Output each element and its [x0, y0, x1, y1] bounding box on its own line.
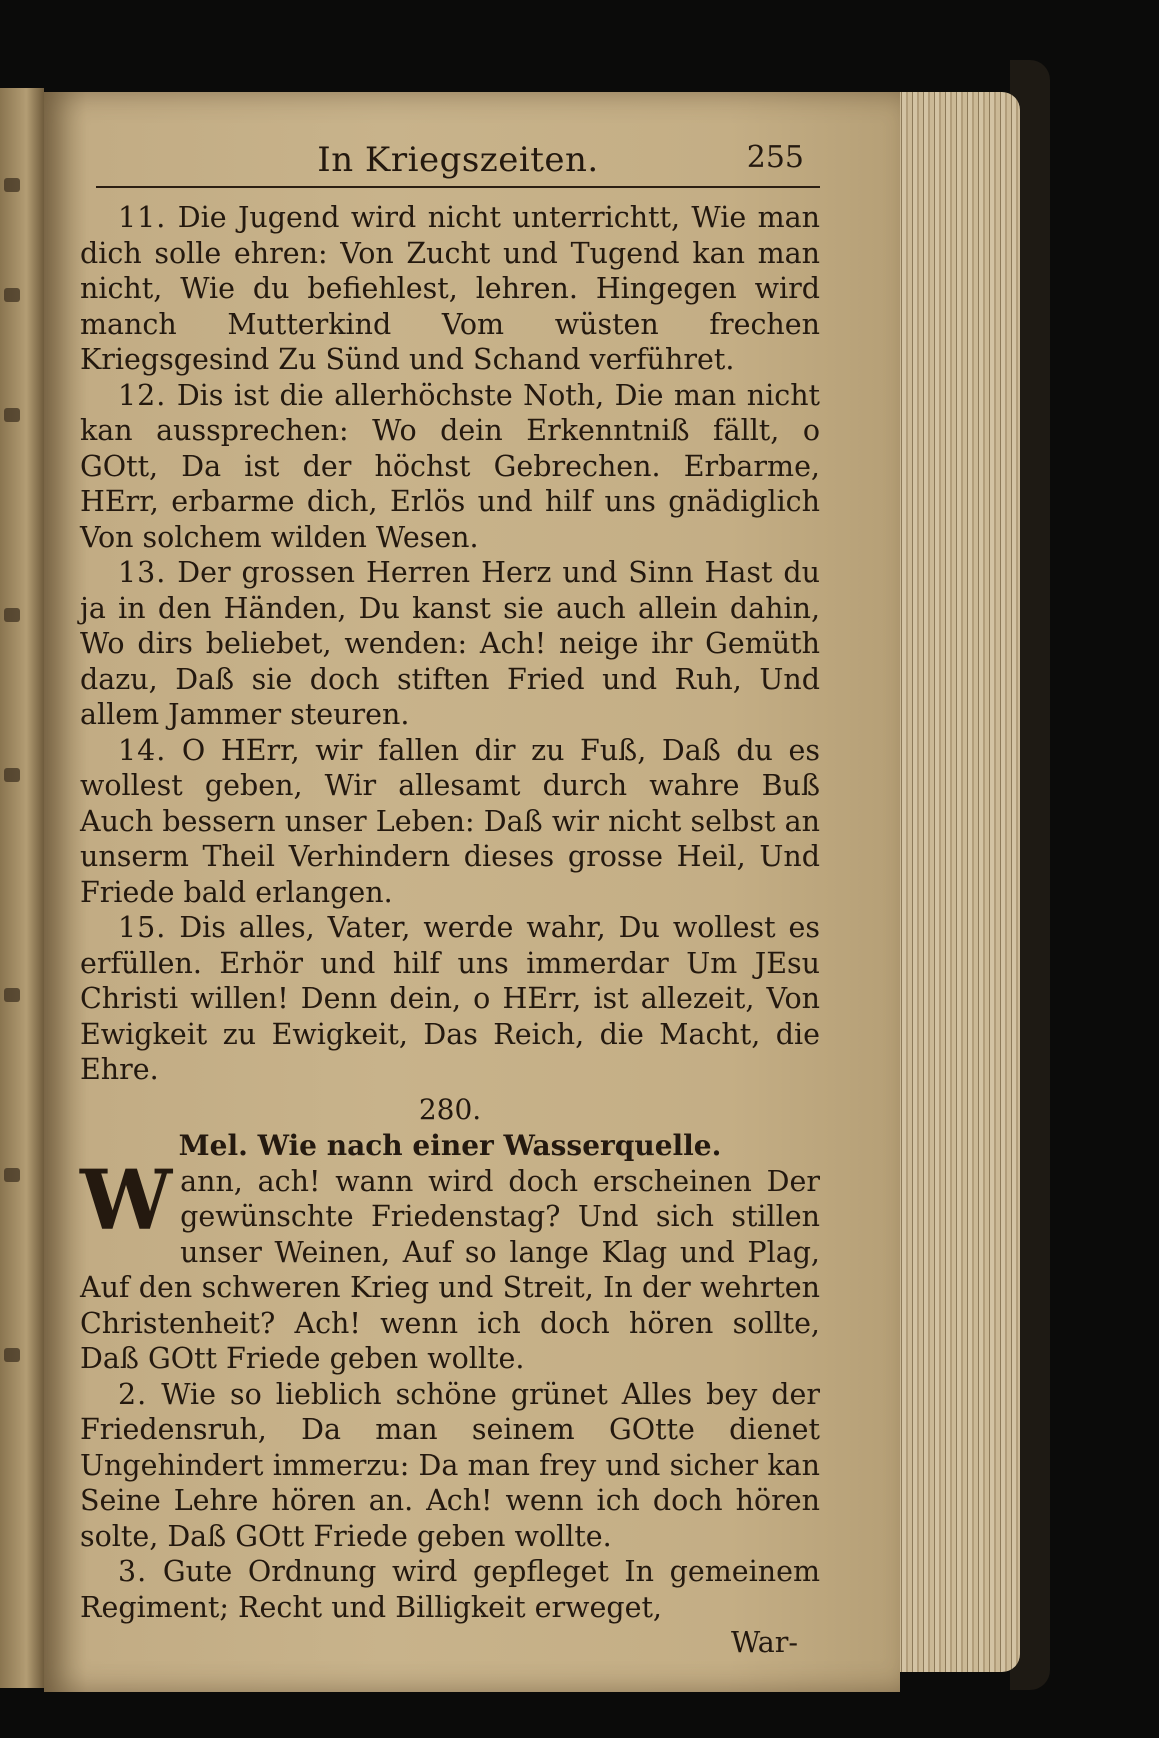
left-page-letter-mark	[4, 988, 20, 1002]
stanza-number: 12.	[118, 378, 167, 412]
left-page-letter-mark	[4, 1348, 20, 1362]
left-page-edge	[0, 88, 44, 1688]
stanza-number: 15.	[118, 911, 167, 944]
drop-cap: W	[80, 1152, 173, 1249]
page-text-block	[80, 140, 820, 1660]
page-fore-edge	[880, 92, 1020, 1672]
hymn-number: 280.	[418, 1092, 482, 1126]
stanza-15	[80, 910, 820, 1088]
stanza-number: 3.	[118, 1555, 148, 1588]
left-page-letter-mark	[4, 608, 20, 622]
stanza-number: 2.	[118, 1377, 148, 1411]
stanza-text: O HErr, wir fallen dir zu Fuß, Daß du es wollest geben, Wir allesamt durch wahre Buß Auch bessern unser Leben: Daß wir nicht selbst an unserm Theil Verhindern dieses grosse Heil, Und Friede bald erlangen.	[80, 733, 820, 909]
page-header	[96, 140, 820, 188]
left-page-letter-mark	[4, 768, 20, 782]
stanza-number: 13.	[118, 556, 167, 589]
stanza-13	[80, 555, 820, 733]
stanza-text: Dis ist die allerhöchste Noth, Die man nicht kan aussprechen: Wo dein Erkenntniß fällt, o GOtt, Da ist der höchst Gebrechen. Erbarme, HErr, erbarme dich, Erlös und hilf uns gnädiglich Von solchem wilden Wesen.	[80, 378, 821, 554]
page-number: 255	[746, 140, 804, 175]
left-page-letter-mark	[4, 1168, 20, 1182]
hymn-first-stanza	[80, 1152, 820, 1377]
catchword: War-	[730, 1626, 798, 1659]
left-page-letter-mark	[4, 408, 20, 422]
stanza-number: 14.	[118, 733, 167, 767]
stanza-text: ann, ach! wann wird doch erscheinen Der gewünschte Friedenstag? Und sich stillen unser Weinen, Auf so lange Klag und Plag, Auf den schweren Krieg und Streit, In der wehrten Christenheit? Ach! wenn ich doch hören sollte, Daß GOtt Friede geben wollte.	[80, 1164, 820, 1375]
left-page-letter-mark	[4, 178, 20, 192]
stanza-text: Gute Ordnung wird gepfleget In gemeinem Regiment; Recht und Billigkeit erweget,	[80, 1555, 820, 1624]
left-page-letter-mark	[4, 288, 20, 302]
stanza-text: Der grossen Herren Herz und Sinn Hast du ja in den Händen, Du kanst sie auch allein dahin, Wo dirs beliebet, wenden: Ach! neige ihr Gemüth dazu, Daß sie doch stiften Fried und Ruh, Und allem Jammer steuren.	[80, 556, 820, 731]
hymn-melody: Mel. Wie nach einer Wasserquelle.	[178, 1128, 722, 1162]
stanza-14	[80, 733, 820, 911]
stanza-text: Wie so lieblich schöne grünet Alles bey der Friedensruh, Da man seinem GOtte dienet Ungehindert immerzu: Da man frey und sicher kan Seine Lehre hören an. Ach! wenn ich doch hören solte, Daß GOtt Friede geben wollte.	[80, 1377, 821, 1553]
stanza-text: Die Jugend wird nicht unterrichtt, Wie man dich solle ehren: Von Zucht und Tugend kan man nicht, Wie du befiehlest, lehren. Hingegen wird manch Mutterkind Vom wüsten frechen Kriegsgesind Zu Sünd und Schand verführet.	[80, 201, 820, 376]
stanza-number: 11.	[118, 201, 167, 234]
stanza-2	[80, 1377, 820, 1555]
stanza-12	[80, 378, 820, 556]
stanza-11	[80, 200, 820, 378]
stanza-text: Dis alles, Vater, werde wahr, Du wollest es erfüllen. Erhör und hilf uns immerdar Um JEsu Christi willen! Denn dein, o HErr, ist allezeit, Von Ewigkeit zu Ewigkeit, Das Reich, die Macht, die Ehre.	[80, 911, 821, 1086]
running-title: In Kriegszeiten.	[317, 140, 599, 180]
page-body	[80, 200, 820, 1660]
stanza-3	[80, 1554, 820, 1625]
